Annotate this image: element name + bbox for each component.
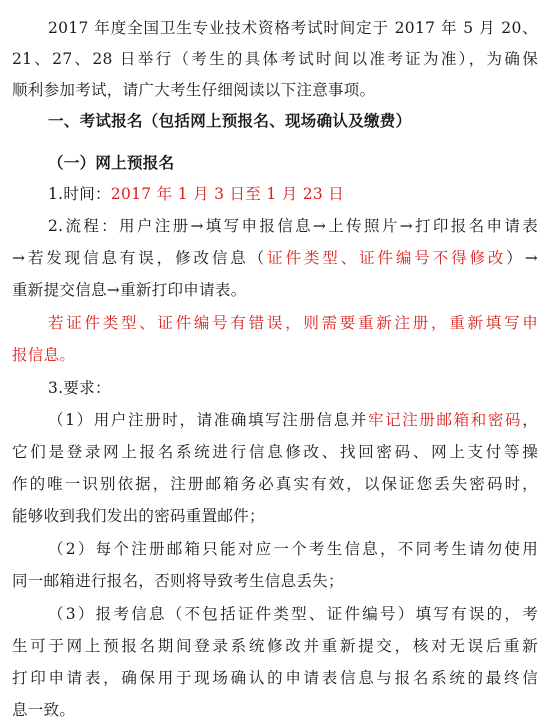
requirement-3-line-3 (12, 668, 538, 688)
text-segment: 息一致。 (12, 701, 76, 719)
section-heading-registration (48, 111, 538, 131)
text-segment: 顺利参加考试，请广大考生仔细阅读以下注意事项。 (12, 81, 376, 99)
process-line-2 (12, 248, 538, 268)
text-segment: ， (522, 411, 538, 429)
time-line (48, 184, 538, 204)
heading-text: （一）网上预报名 (48, 153, 175, 172)
text-segment: 重新提交信息→重新打印申请表。 (12, 281, 247, 299)
warning-text: 报信息。 (12, 346, 76, 364)
requirement-3-line-2 (12, 636, 538, 656)
warning-text: 证件类型、证件编号不得修改 (267, 249, 507, 267)
paragraph-intro-line-1 (48, 18, 538, 38)
paragraph-intro-line-2 (12, 49, 538, 69)
text-segment: 它们是登录网上报名系统进行信息修改、找回密码、网上支付等操 (12, 443, 538, 461)
time-value: 2017 年 1 月 3 日至 1 月 23 日 (110, 185, 345, 203)
text-segment: （2）每个注册邮箱只能对应一个考生信息，不同考生请勿使用 (48, 540, 538, 558)
text-segment: （1）用户注册时，请准确填写注册信息并 (48, 411, 368, 429)
text-segment: 21、27、28 日举行（考生的具体考试时间以准考证为准），为确保 (12, 50, 538, 68)
requirement-3-line-4 (12, 700, 538, 720)
process-line-1 (48, 216, 538, 236)
requirement-1-line-3 (12, 474, 538, 494)
red-notice-line-2 (12, 345, 538, 365)
requirement-3-line-1 (48, 604, 538, 624)
text-segment: 同一邮箱进行报名，否则将导致考生信息丢失； (12, 572, 344, 590)
requirements-heading (48, 378, 538, 398)
time-label: 1.时间： (48, 185, 111, 203)
text-segment: →若发现信息有误，修改信息（ (12, 249, 268, 267)
requirement-1-line-1 (48, 410, 538, 430)
subsection-heading-online-preregistration (48, 153, 538, 173)
text-segment: 能够收到我们发出的密码重置邮件； (12, 507, 265, 525)
text-segment: 生可于网上预报名期间登录系统修改并重新提交，核对无误后重新 (12, 637, 538, 655)
heading-text: 一、考试报名（包括网上预报名、现场确认及缴费） (48, 111, 412, 130)
text-segment: 作的唯一识别依据，注册邮箱务必真实有效，以保证您丢失密码时， (12, 475, 538, 493)
warning-text: 牢记注册邮箱和密码 (367, 411, 523, 429)
requirement-1-line-2 (12, 442, 538, 462)
warning-text: 若证件类型、证件编号有错误，则需要重新注册，重新填写申 (48, 314, 538, 332)
text-segment: 打印申请表，确保用于现场确认的申请表信息与报名系统的最终信 (12, 669, 538, 687)
text-segment: ）→ (506, 249, 538, 267)
requirement-1-line-4 (12, 506, 538, 526)
text-segment: （3）报考信息（不包括证件类型、证件编号）填写有误的，考 (48, 605, 538, 623)
requirement-2-line-2 (12, 571, 538, 591)
requirement-2-line-1 (48, 539, 538, 559)
text-segment: 2017 年度全国卫生专业技术资格考试时间定于 2017 年 5 月 20、 (48, 19, 538, 37)
paragraph-intro-line-3 (12, 80, 538, 100)
process-line-3 (12, 280, 538, 300)
red-notice-line-1 (48, 313, 538, 333)
text-segment: 2.流程：用户注册→填写申报信息→上传照片→打印报名申请表 (48, 217, 538, 235)
text-segment: 3.要求： (48, 379, 111, 397)
